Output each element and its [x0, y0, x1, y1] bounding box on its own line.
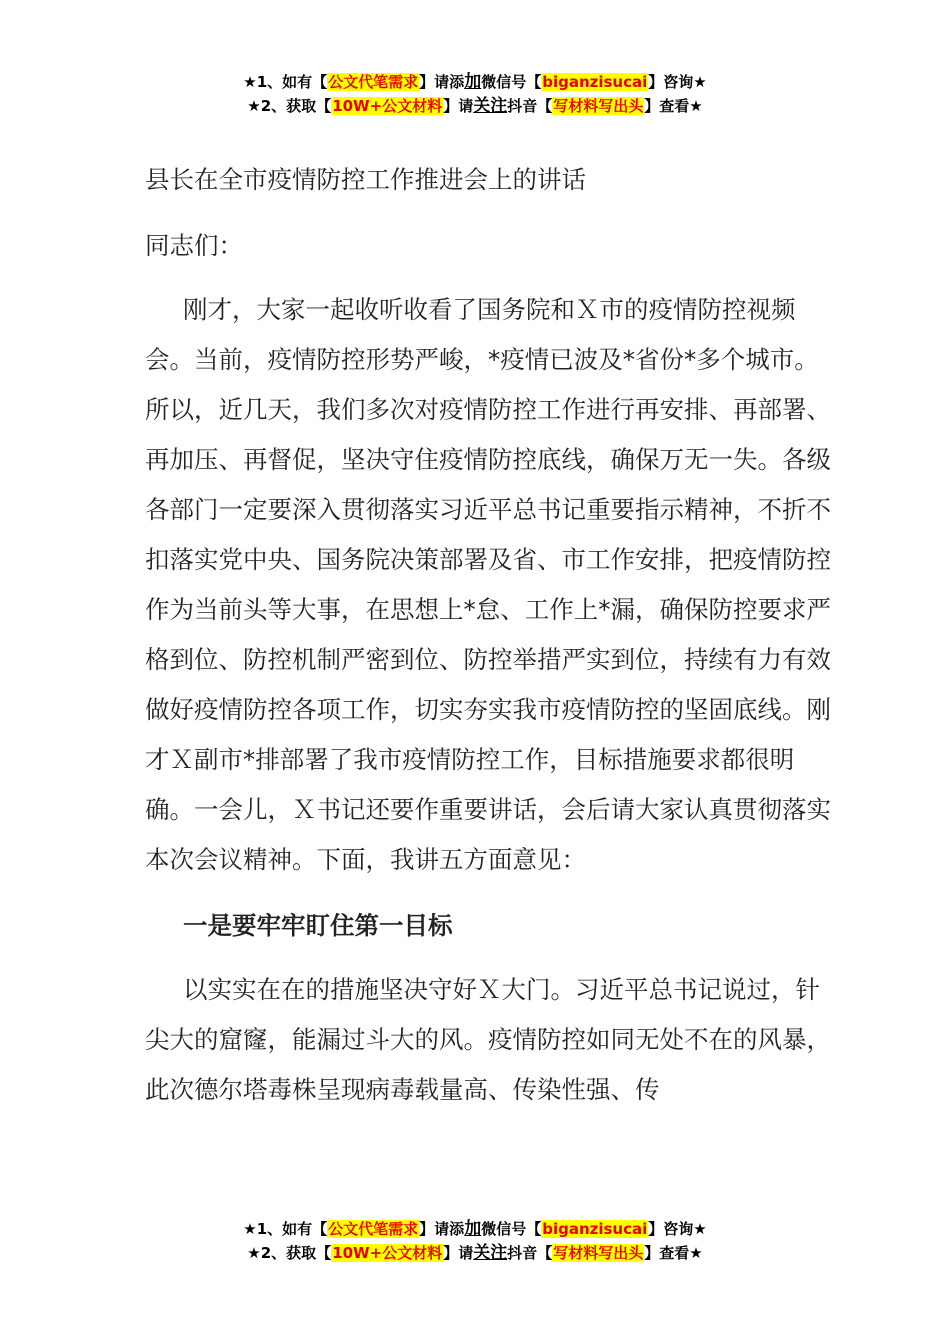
promo-text: 抖音【 [507, 97, 553, 115]
promo-text: 】请添 [419, 1220, 465, 1238]
promo-line-2 [0, 94, 950, 118]
paragraph-intro: 刚才，大家一起收听收看了国务院和Ｘ市的疫情防控视频会。当前，疫情防控形势严峻，*疫情已波及*省份*多个城市。所以，近几天，我们多次对疫情防控工作进行再安排、再部署、再加压、再督促，坚决守住疫情防控底线，确保万无一失。各级各部门一定要深入贯彻落实习近平总书记重要指示精神，不折不扣落实党中央、国务院决策部署及省、市工作安排，把疫情防控作为当前头等大事，在思想上*怠、工作上*漏，确保防控要求严格到位、防控机制严密到位、防控举措严实到位，持续有力有效做好疫情防控各项工作，切实夯实我市疫情防控的坚固底线。刚才Ｘ副市*排部署了我市疫情防控工作，目标措施要求都很明确。一会儿，Ｘ书记还要作重要讲话，会后请大家认真贯彻落实本次会议精神。下面，我讲五方面意见： [145, 295, 831, 874]
promo-text: 】查看★ [644, 1244, 703, 1262]
promo-highlight-wechat: biganzisucai [542, 1220, 648, 1238]
promo-line-1 [0, 1217, 950, 1241]
promo-text: 】请 [443, 97, 474, 115]
promo-highlight-wechat: biganzisucai [542, 73, 648, 91]
promo-text: 】查看★ [644, 97, 703, 115]
promo-line-2 [0, 1241, 950, 1265]
promo-text: ★2、获取【 [247, 1244, 332, 1262]
document-body [145, 155, 835, 1115]
promo-text: 】请 [443, 1244, 474, 1262]
promo-highlight-douyin: 写材料写出头 [553, 1244, 644, 1262]
promo-text: 微信号【 [481, 1220, 542, 1238]
bottom-promo-banner [0, 1217, 950, 1265]
promo-line-1 [0, 70, 950, 94]
promo-emphasis: 关注 [473, 96, 508, 116]
promo-text: 】咨询★ [648, 1220, 707, 1238]
promo-emphasis: 加 [464, 1219, 482, 1239]
promo-text: ★2、获取【 [247, 97, 332, 115]
promo-highlight: 10W+公文材料 [332, 1244, 443, 1262]
promo-emphasis: 关注 [473, 1243, 508, 1263]
top-promo-banner [0, 70, 950, 118]
document-title: 县长在全市疫情防控工作推进会上的讲话 [145, 165, 586, 194]
paragraph-section-1: 以实实在在的措施坚决守好Ｘ大门。习近平总书记说过，针尖大的窟窿，能漏过斗大的风。疫情防控如同无处不在的风暴，此次德尔塔毒株呈现病毒载量高、传染性强、传 [145, 975, 831, 1104]
greeting: 同志们： [145, 231, 243, 260]
promo-text: 抖音【 [507, 1244, 553, 1262]
promo-text: 】请添 [419, 73, 465, 91]
promo-emphasis: 加 [464, 72, 482, 92]
promo-highlight: 10W+公文材料 [332, 97, 443, 115]
promo-text: 微信号【 [481, 73, 542, 91]
promo-highlight: 公文代笔需求 [328, 1220, 419, 1238]
promo-highlight-douyin: 写材料写出头 [553, 97, 644, 115]
promo-text: ★1、如有【 [243, 1220, 328, 1238]
promo-text: ★1、如有【 [243, 73, 328, 91]
section-heading: 一是要牢牢盯住第一目标 [183, 911, 453, 940]
promo-highlight: 公文代笔需求 [328, 73, 419, 91]
promo-text: 】咨询★ [648, 73, 707, 91]
